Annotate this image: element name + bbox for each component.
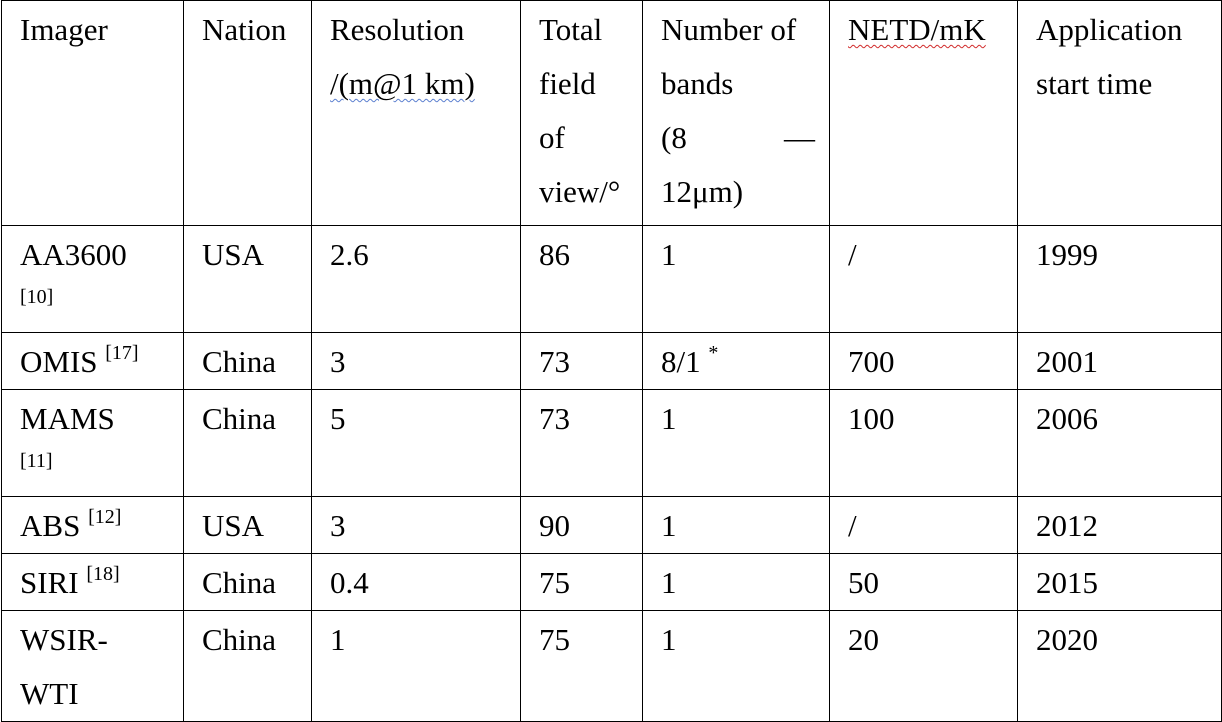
cell-resolution: 0.4 (312, 554, 521, 611)
cell-imager (2, 333, 184, 390)
table-row (2, 333, 1222, 390)
table-row (2, 497, 1222, 554)
cell-netd: 20 (830, 611, 1018, 722)
cell-imager (2, 226, 184, 333)
header-fov-line4: view/° (539, 174, 621, 209)
imager-reference: [17] (105, 341, 139, 364)
header-bands-line3b: — (784, 120, 815, 155)
cell-start-time: 2006 (1018, 390, 1222, 497)
table-row (2, 390, 1222, 497)
imager-reference: [10] (20, 286, 54, 308)
header-bands-line4: 12μm) (661, 174, 744, 209)
header-fov-line1: Total (539, 12, 603, 47)
header-start-line2: start time (1036, 66, 1153, 101)
imager-name: MAMS (20, 401, 115, 436)
cell-netd: 100 (830, 390, 1018, 497)
table-row (2, 611, 1222, 722)
cell-nation: China (184, 333, 312, 390)
header-netd-label: NETD/mK (848, 12, 986, 47)
cell-imager (2, 611, 184, 722)
imager-name: SIRI (20, 565, 79, 600)
cell-netd: 50 (830, 554, 1018, 611)
header-fov-line3: of (539, 120, 565, 155)
cell-start-time: 2012 (1018, 497, 1222, 554)
header-bands-line3a: (8 (661, 120, 687, 155)
header-start-line1: Application (1036, 12, 1183, 47)
cell-bands: 1 (643, 226, 830, 333)
cell-resolution: 3 (312, 333, 521, 390)
cell-fov: 86 (521, 226, 643, 333)
cell-nation: China (184, 554, 312, 611)
header-fov-line2: field (539, 66, 596, 101)
cell-imager (2, 497, 184, 554)
cell-netd: / (830, 497, 1018, 554)
cell-resolution: 2.6 (312, 226, 521, 333)
bands-footnote-marker: * (708, 341, 719, 364)
cell-nation: USA (184, 497, 312, 554)
header-resolution-line2: /(m@1 km) (330, 66, 475, 101)
imager-reference: [11] (20, 450, 53, 472)
cell-fov: 75 (521, 554, 643, 611)
header-start-time (1018, 1, 1222, 226)
cell-nation: USA (184, 226, 312, 333)
imager-name-line1: WSIR- (20, 622, 108, 657)
cell-bands: 1 (643, 390, 830, 497)
imager-reference: [18] (86, 562, 120, 585)
header-bands-line1: Number of (661, 12, 797, 47)
cell-fov: 73 (521, 333, 643, 390)
cell-start-time: 2020 (1018, 611, 1222, 722)
cell-resolution: 1 (312, 611, 521, 722)
cell-nation: China (184, 611, 312, 722)
cell-fov: 75 (521, 611, 643, 722)
cell-imager (2, 390, 184, 497)
imager-comparison-table (1, 0, 1222, 722)
cell-bands (643, 333, 830, 390)
imager-name: AA3600 (20, 237, 127, 272)
header-netd (830, 1, 1018, 226)
cell-fov: 90 (521, 497, 643, 554)
table-row (2, 554, 1222, 611)
cell-fov: 73 (521, 390, 643, 497)
cell-bands: 1 (643, 554, 830, 611)
header-nation (184, 1, 312, 226)
header-bands-range-line (661, 111, 829, 165)
imager-name: OMIS (20, 344, 98, 379)
cell-bands: 1 (643, 611, 830, 722)
cell-nation: China (184, 390, 312, 497)
cell-bands: 1 (643, 497, 830, 554)
cell-imager (2, 554, 184, 611)
cell-netd: 700 (830, 333, 1018, 390)
imager-reference: [12] (88, 505, 122, 528)
header-imager (2, 1, 184, 226)
header-bands-line2: bands (661, 66, 734, 101)
cell-start-time: 2001 (1018, 333, 1222, 390)
cell-netd: / (830, 226, 1018, 333)
table-row (2, 226, 1222, 333)
header-imager-label: Imager (20, 12, 108, 47)
header-fov (521, 1, 643, 226)
header-row (2, 1, 1222, 226)
header-nation-label: Nation (202, 12, 287, 47)
header-resolution (312, 1, 521, 226)
imager-name-line2: WTI (20, 676, 79, 711)
cell-start-time: 2015 (1018, 554, 1222, 611)
header-resolution-line1: Resolution (330, 12, 465, 47)
header-bands (643, 1, 830, 226)
cell-resolution: 5 (312, 390, 521, 497)
imager-name: ABS (20, 508, 81, 543)
cell-start-time: 1999 (1018, 226, 1222, 333)
bands-value: 8/1 (661, 344, 701, 379)
cell-resolution: 3 (312, 497, 521, 554)
